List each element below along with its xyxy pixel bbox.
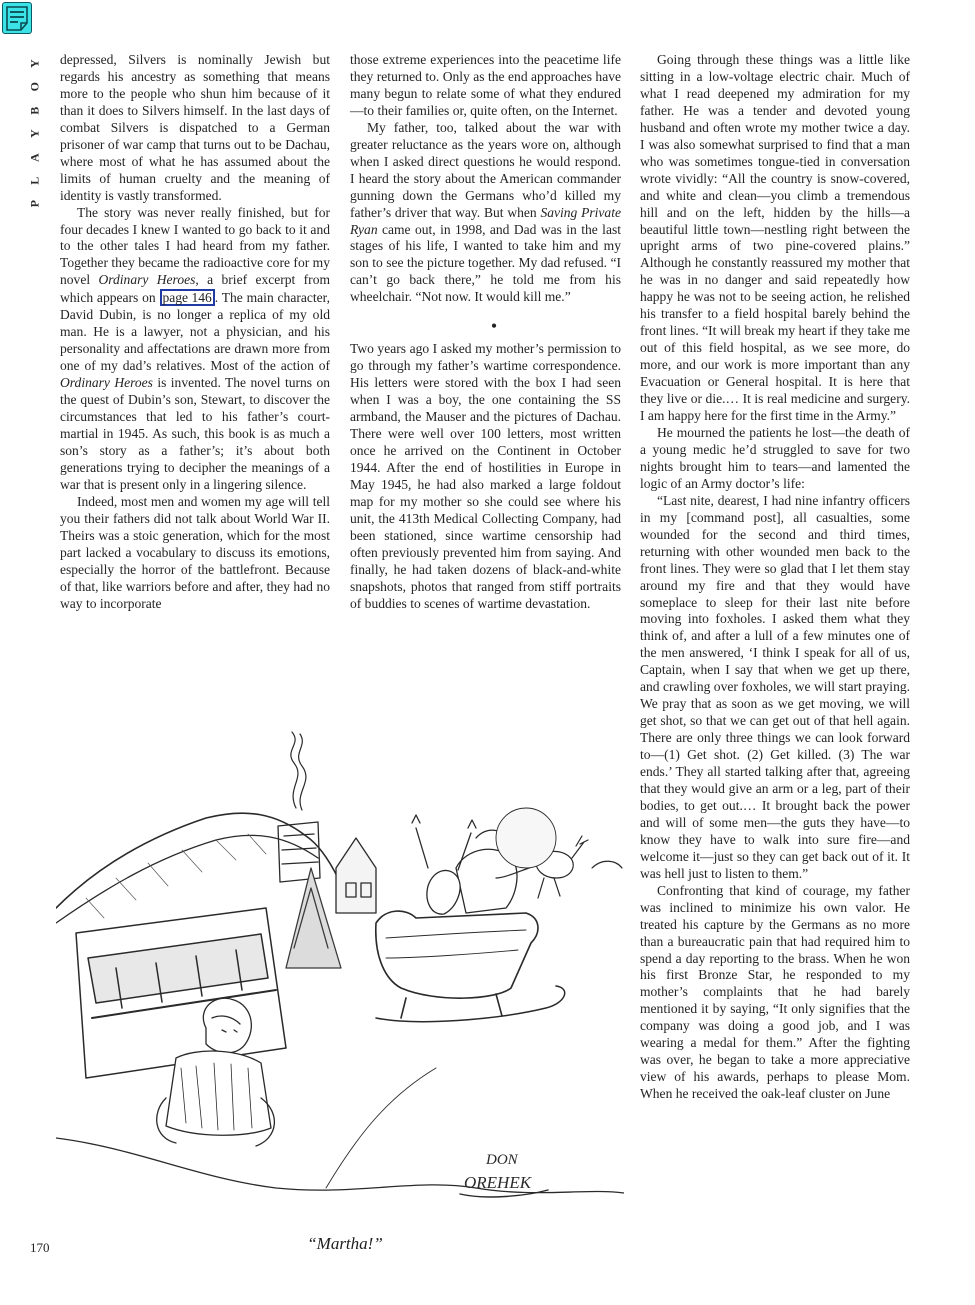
page-number: 170 — [30, 1240, 50, 1255]
background-house — [336, 838, 376, 913]
paragraph: Two years ago I asked my mother’s permission to go through my father’s wartime correspondence. His letters were stored with the box I had seen when I was a boy, the one containing the SS armband, the Mauser and the pictures of Dachau. There were well over 100 letters, most written once he arrived on the Continent in October 1944. After the end of hostilities in Europe in May 1945, he had also marked a large foldout map for my mother so she could see where his unit, the 413th Medical Collecting Company, had been stationed, since wartime censorship had often previously prevented him from saying. And finally, he had taken dozens of black-and-white snapshots, photos that ranged from stiff portraits of buddies to scenes of wartime devastation. — [350, 341, 621, 611]
magazine-letter: Y — [27, 129, 42, 139]
paragraph — [60, 205, 330, 494]
book-title: Ordinary Heroes — [60, 375, 153, 391]
paragraph — [350, 120, 621, 306]
magazine-letter: Y — [27, 59, 42, 69]
window — [76, 908, 286, 1078]
magazine-name — [29, 52, 41, 216]
menu-doc-icon — [6, 6, 30, 32]
text-run: came out, in 1998, and Dad was in the last stages of his life, I wanted to take him and my son to see the picture together. My dad refused. “I can’t go back there,” he told me from his wheelchair. “Not now. It would kill me.” — [350, 221, 621, 305]
moon — [496, 808, 556, 868]
text-column-3 — [640, 52, 910, 1103]
paragraph: Going through these things was a little like sitting in a low-voltage electric chair. Much of what I read deepened my admiration for my father. He was a tender and devoted young husband and often wrote my mother twice a day. I was also somewhat surprised to find that a man who was sometimes tongue-tied in conversation wrote vividly: “All the country is snow-covered, and white and clean—you climb a tremendous hill and on the left, hidden by the hills—a beautiful little town—nestling right between the upright arms of two pine-covered plains.” Although he constantly reassured my mother that he was in no danger and said repeatedly how happy he was not to be seeing action, he relished his transfer to a field hospital barely behind the front lines. “It will break my heart if they take me out of this field hospital, as we see more, do more, and our work is more important than any Evacuation or General hospital. It is here that they live or die.… It is real medicine and surgery. I am happy here for the first time in the Army.” — [640, 52, 910, 424]
signature-line1: DON — [486, 1152, 518, 1168]
page-link[interactable]: page 146 — [160, 289, 215, 306]
pine-tree — [286, 868, 341, 968]
paragraph: Indeed, most men and women my age will tell you their fathers did not talk about World War II. Theirs was a stoic generation, which for the most part lacked a vocabulary to discuss its emotions, especially the horror of the battlefront. Because of that, like warriors before and after, they had no way to incorporate — [60, 493, 330, 611]
text-run: The story was never really finished, but for four decades I knew I wanted to go back to it and to the other tales I had heard from my father. Together they became the radioactive core for my novel — [60, 204, 330, 288]
cartoon-illustration — [56, 718, 624, 1223]
magazine-letter: O — [27, 82, 42, 92]
magazine-letter: P — [27, 200, 42, 208]
chimney-smoke — [291, 732, 306, 810]
sleigh — [376, 911, 565, 1022]
text-run: . The main character, David Dubin, is no longer a replica of my old man. He is a lawyer, not a physician, and his personality and affectations are drawn more from one of my dad’s relatives. Most of the action of — [60, 290, 331, 374]
text-run: , a brief excerpt from which appears on — [60, 272, 331, 306]
paragraph: “Last nite, dearest, I had nine infantry officers in my [command post], all casualties, some wounded for the second and third times, returning with other wounded men back to the front lines. They were so glad that I let them stay around my fire and that they would have someplace to sleep for their last nite before moving into foxholes. I asked them what they think of, and after a lull of a few minutes one of the men answered, ‘I think I speak for all of us, Captain, when I say that when we get up there, and crawling over foxholes, we will start praying. We pray that as soon as we get moving, we will get shot, so that we can get out of that hell again. There are only three things we can look forward to—(1) Get shot. (2) Get killed. (3) The war ends.’ They all started talking after that, agreeing that they would give an arm or a leg, part of their bodies, to get out.… It brought back the power and will of some men—the guts they have—to know they have to walk into sure fire—and welcome it—just so they can get back out of it. It was hell just to listen to them.” — [640, 492, 910, 881]
section-separator: • — [490, 316, 498, 337]
text-run: My father, too, talked about the war with greater reluctance as the years wore on, although when I asked direct questions he would respond. I heard the story about the American commander gunning down the Germans who’d killed my father’s driver that way. But when — [350, 119, 621, 220]
film-title: Saving Private Ryan — [350, 204, 621, 237]
text-run: is invented. The novel turns on the quest of Dubin’s son, Stewart, to discover the circumstances that led to his father’s court-martial in 1945. As such, this book is as much a son’s story as a father’s; it’s about both generations trying to decipher the meanings of a war that is present only in a lingering silence. — [60, 375, 330, 492]
paragraph: He mourned the patients he lost—the death of a young medic he’d struggled to save for two nights brought him to tears—and lamented the logic of an Army doctor’s life: — [640, 424, 910, 491]
book-title: Ordinary Heroes — [98, 272, 196, 288]
magazine-letter: A — [27, 153, 42, 162]
text-column-2 — [350, 52, 621, 613]
paragraph: depressed, Silvers is nominally Jewish but regards his ancestry as something that means more to the people who shun him because of it than it does to Silvers himself. In the last days of combat Silvers is dispatched to a German prisoner of war camp that turns out to be Dachau, where most of what he has assumed about the limits of human cruelty and the meaning of identity is vastly transformed. — [60, 52, 330, 203]
text-column-1 — [60, 52, 330, 612]
artist-signature — [460, 1152, 548, 1197]
menu-button[interactable] — [2, 2, 32, 34]
signature-line2: OREHEK — [464, 1173, 532, 1192]
paragraph: those extreme experiences into the peacetime life they returned to. Only as the end approaches have many begun to relate some of what they endured—to their families or, quite often, on the Internet. — [350, 52, 621, 118]
magazine-letter: B — [27, 106, 42, 115]
cartoon-caption: “Martha!” — [307, 1234, 383, 1253]
paragraph: Confronting that kind of courage, my father was inclined to minimize his own valor. He treated his capture by the Germans as no more than a bureaucratic pain that had required him to spend a day reporting to the brass. When he won his first Bronze Star, he responded to my mother’s complaints that he had barely mentioned it by saying, “It only signifies that the company was doing a good job, and I was wearing a medal for them.” After the fighting was over, he began to take a more appreciative view of his awards, perhaps to please Mom. When he received the oak-leaf cluster on June — [640, 882, 910, 1102]
magazine-letter: L — [27, 176, 42, 185]
